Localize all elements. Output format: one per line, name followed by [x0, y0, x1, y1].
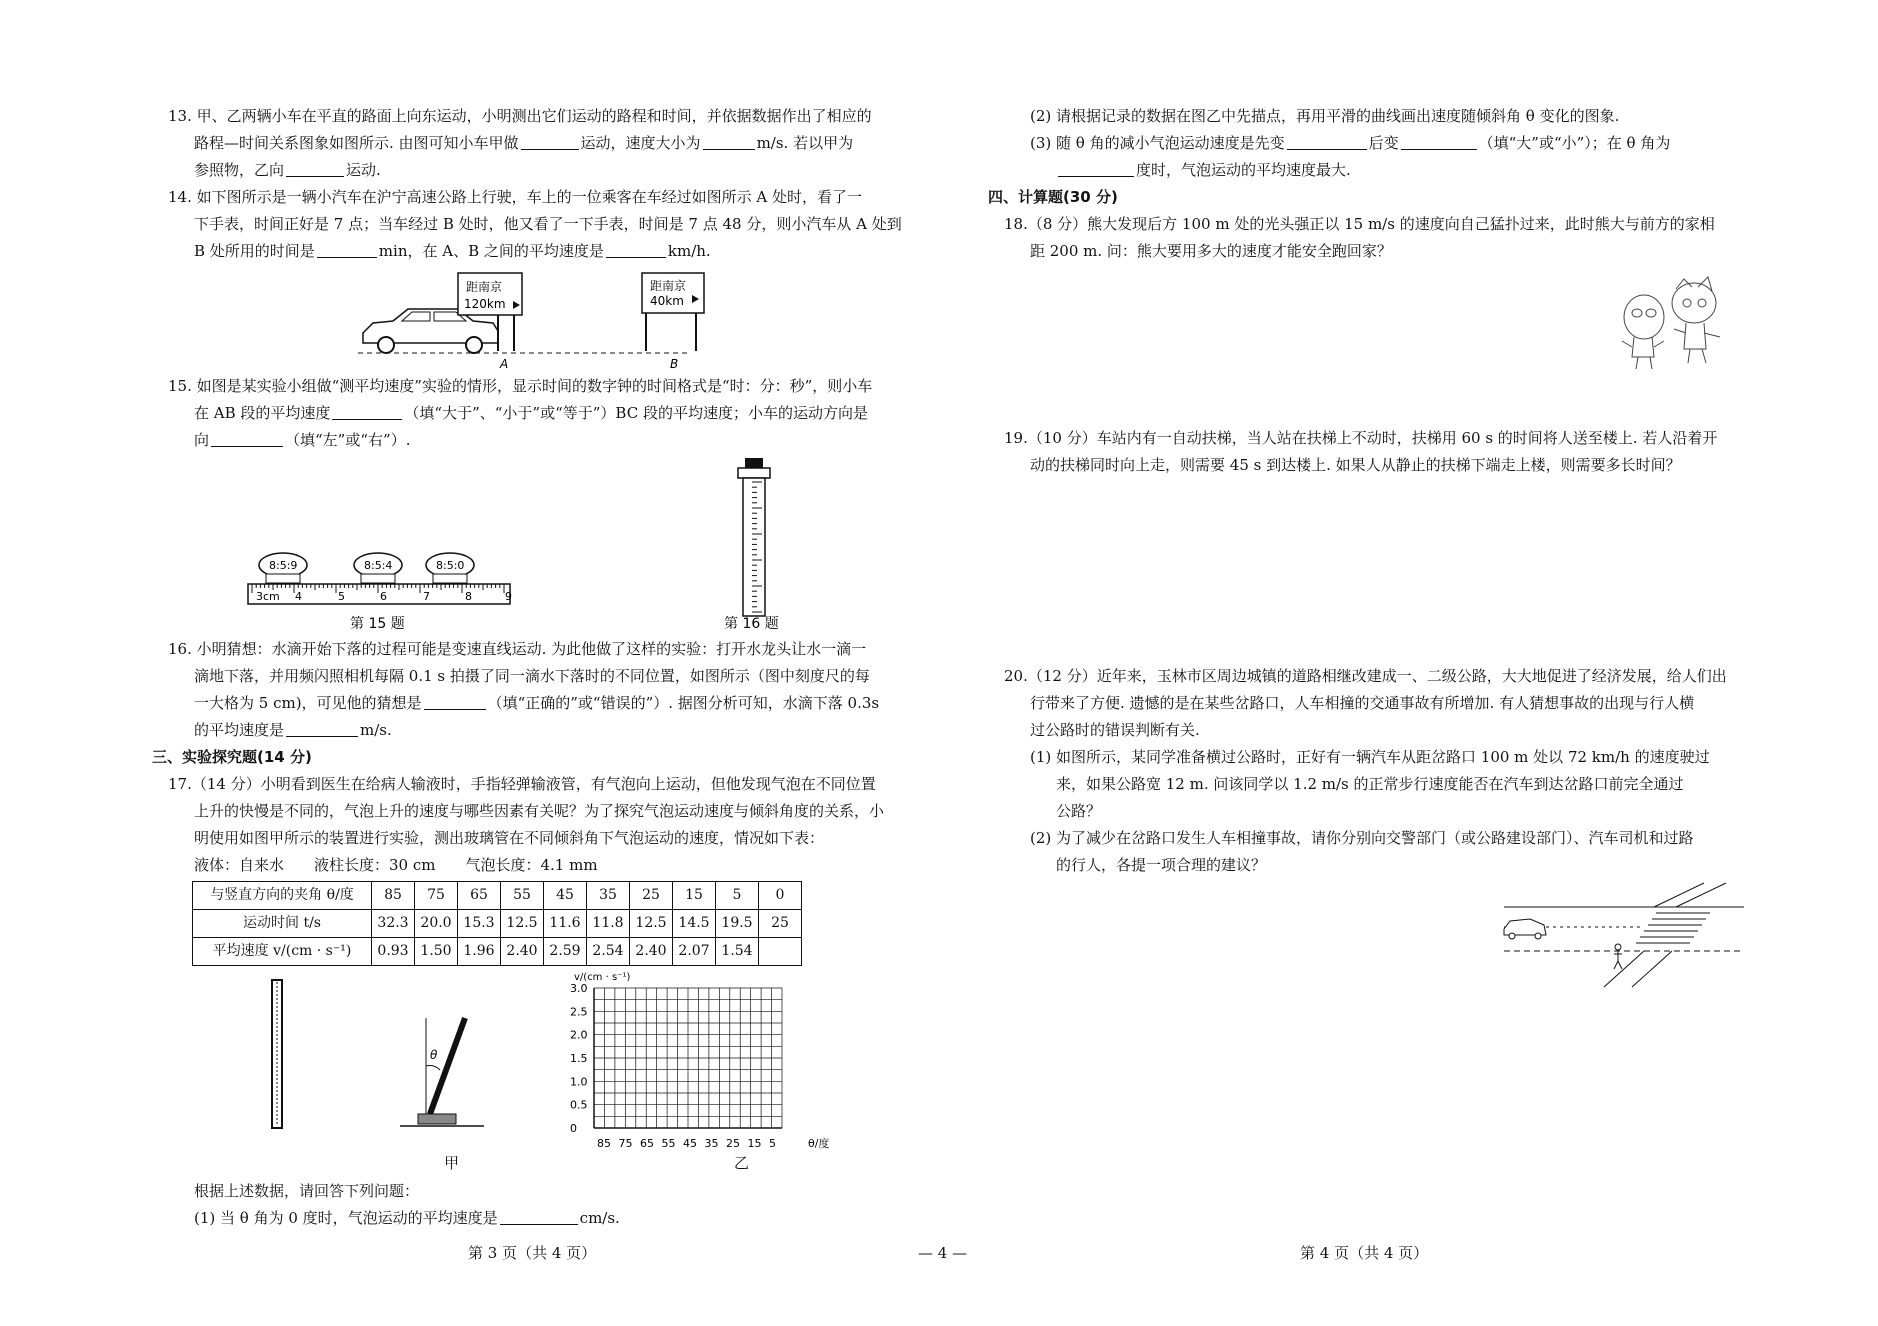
table-cell: 55: [501, 882, 544, 910]
q17-sub3: 后变: [1368, 134, 1399, 152]
q16-line2: 滴地下落，并用频闪照相机每隔 0.1 s 拍摄了同一滴水下落时的不同位置，如图所示（图中刻度尺的每: [194, 667, 870, 685]
table-cell: 19.5: [716, 910, 759, 938]
q13-line1: 13. 甲、乙两辆小车在平直的路面上向东运动，小明测出它们运动的路程和时间，并依据数据作出了相应的: [168, 107, 872, 125]
table-cell: 12.5: [501, 910, 544, 938]
answer-blank[interactable]: [211, 430, 283, 447]
table-cell: 35: [587, 882, 630, 910]
x-tick: 5: [769, 1137, 776, 1150]
table-cell: 11.8: [587, 910, 630, 938]
table-header: 运动时间 t/s: [193, 910, 372, 938]
answer-blank[interactable]: [286, 720, 358, 737]
label-b: B: [670, 357, 679, 371]
table-row: [193, 910, 802, 938]
answer-blank[interactable]: [500, 1208, 578, 1225]
q15-text: （填“左”或“右”）.: [285, 431, 411, 449]
y-tick: 2.0: [570, 1028, 588, 1042]
q16-line1: 16. 小明猜想：水滴开始下落的过程可能是变速直线运动. 为此他做了这样的实验：打开水龙头让水一滴一: [168, 640, 867, 658]
car-icon: [1504, 919, 1546, 939]
sign-b-text2: 40km: [650, 294, 684, 308]
ruler-label: 9: [505, 590, 512, 603]
table-cell: 15.3: [458, 910, 501, 938]
q17-conditions: 液体：自来水 液柱长度：30 cm 气泡长度：4.1 mm: [194, 856, 598, 874]
q17-sub1: cm/s.: [579, 1209, 620, 1227]
q20-sub2-line1: (2) 为了减少在岔路口发生人车相撞事故，请你分别向交警部门（或公路建设部门）、汽车司机和过路: [1030, 829, 1694, 847]
answer-blank[interactable]: [317, 241, 377, 258]
caption-jia: 甲: [444, 1154, 460, 1172]
clock-2-text: 8:5:4: [364, 559, 393, 572]
table-cell: 2.07: [673, 938, 716, 966]
q17-svg: [168, 966, 910, 1156]
sign-b-text1: 距南京: [650, 279, 687, 293]
q20-line2: 行带来了方便. 遗憾的是在某些岔路口，人车相撞的交通事故有所增加. 有人猜想事故的出现与行人横: [1030, 694, 1695, 712]
table-cell: 0.93: [372, 938, 415, 966]
table-cell: 85: [372, 882, 415, 910]
table-cell: 65: [458, 882, 501, 910]
faucet-icon: [738, 458, 770, 616]
sign-a-text2: 120km: [464, 297, 506, 311]
y-tick: 0: [570, 1122, 577, 1135]
q20-line1: 20.（12 分）近年来，玉林市区周边城镇的道路相继改建成一、二级公路，大大地促进了经济发展，给人们出: [1004, 667, 1727, 685]
tilted-tube-icon: [400, 1018, 484, 1126]
q13-text: 路程—时间关系图象如图所示. 由图可知小车甲做: [194, 134, 519, 152]
left-page: [152, 103, 910, 1232]
x-tick: 85: [597, 1137, 611, 1150]
answer-blank[interactable]: [286, 160, 344, 177]
answer-blank[interactable]: [703, 133, 755, 150]
q19-line2: 动的扶梯同时向上走，则需要 45 s 到达楼上. 如果人从静止的扶梯下端走上楼，则需要多长时间？: [1030, 456, 1681, 474]
q20-figure: [1004, 879, 1750, 989]
q15-q16-figure: [168, 454, 910, 636]
y-tick: 1.0: [570, 1075, 588, 1089]
table-row: [193, 882, 802, 910]
section-4-heading: 四、计算题(30 分): [988, 188, 1118, 206]
x-tick: 75: [618, 1137, 633, 1150]
q19-line1: 19.（10 分）车站内有一自动扶梯，当人站在扶梯上不动时，扶梯用 60 s 的时间将人送至楼上. 若人沿着开: [1004, 429, 1718, 447]
table-cell: 2.54: [587, 938, 630, 966]
q17-sub3: 度时，气泡运动的平均速度最大.: [1136, 161, 1351, 179]
q15-text: 向: [194, 431, 210, 449]
q15-text: 在 AB 段的平均速度: [194, 404, 331, 422]
table-cell: 75: [415, 882, 458, 910]
x-tick: 55: [661, 1137, 676, 1150]
table-cell: 32.3: [372, 910, 415, 938]
q17-line2: 上升的快慢是不同的，气泡上升的速度与哪些因素有关呢？为了探究气泡运动速度与倾斜角度的关系，小: [194, 802, 885, 820]
footer-page-4: 第 4 页（共 4 页）: [1300, 1244, 1429, 1262]
q16-text: 一大格为 5 cm)，可见他的猜想是: [194, 694, 422, 712]
answer-blank[interactable]: [606, 241, 666, 258]
q20-sub1-line1: (1) 如图所示，某同学准备横过公路时，正好有一辆汽车从距岔路口 100 m 处以 72 km/h 的速度驶过: [1030, 748, 1710, 766]
table-cell: 11.6: [544, 910, 587, 938]
answer-blank[interactable]: [1058, 160, 1134, 177]
table-cell: 45: [544, 882, 587, 910]
pedestrian-icon: [1614, 944, 1622, 969]
label-a: A: [500, 357, 509, 371]
answer-blank[interactable]: [521, 133, 579, 150]
ruler-label: 6: [380, 590, 387, 603]
table-cell: 12.5: [630, 910, 673, 938]
cartoon-characters-icon: [1622, 277, 1720, 369]
footer-center: — 4 —: [918, 1244, 968, 1262]
q18-line2: 距 200 m. 问：熊大要用多大的速度才能安全跑回家？: [1030, 242, 1392, 260]
velocity-grid: [594, 988, 782, 1128]
table-cell: 25: [630, 882, 673, 910]
q17-data-table: [192, 881, 802, 966]
q17-line1: 17.（14 分）小明看到医生在给病人输液时，手指轻弹输液管，有气泡向上运动，但他发现气泡在不同位置: [168, 775, 876, 793]
q17-sub3: (3) 随 θ 角的减小气泡运动速度是先变: [1030, 134, 1285, 152]
crossroad-svg: [1004, 879, 1750, 989]
q13-text: 参照物，乙向: [194, 161, 285, 179]
q14-text: B 处所用的时间是: [194, 242, 315, 260]
q13-text: m/s. 若以甲为: [756, 134, 854, 152]
q17-prompt: 根据上述数据，请回答下列问题：: [194, 1182, 420, 1200]
answer-blank[interactable]: [424, 693, 486, 710]
q20-sub2-line2: 的行人，各提一项合理的建议？: [1056, 856, 1267, 874]
ruler-label: 8: [465, 590, 472, 603]
highway-figure: [168, 265, 910, 373]
q20-sub1-line2: 来，如果公路宽 12 m. 问该同学以 1.2 m/s 的正常步行速度能否在汽车到达岔路口前完全通过: [1056, 775, 1684, 793]
x-tick: 45: [683, 1137, 697, 1150]
ramp-svg: [168, 454, 910, 636]
q18-figure: [1004, 265, 1750, 383]
y-tick: 3.0: [570, 982, 588, 995]
x-tick: 15: [747, 1137, 762, 1150]
q13-text: 运动，速度大小为: [580, 134, 701, 152]
q17-sub3: （填“大”或“小”）；在 θ 角为: [1478, 134, 1671, 152]
table-cell: 2.40: [630, 938, 673, 966]
answer-blank[interactable]: [1401, 133, 1477, 150]
q15-text: （填“大于”、“小于”或“等于”）BC 段的平均速度；小车的运动方向是: [404, 404, 868, 422]
q17-figures: [168, 966, 910, 1156]
q16-text: 的平均速度是: [194, 721, 285, 739]
q14-line2: 下手表，时间正好是 7 点；当车经过 B 处时，他又看了一下手表，时间是 7 点 48 分，则小汽车从 A 处到: [194, 215, 902, 233]
y-tick: 0.5: [570, 1098, 588, 1112]
x-tick: 25: [726, 1137, 740, 1150]
table-cell: 20.0: [415, 910, 458, 938]
q13-text: 运动.: [346, 161, 381, 179]
table-cell: 14.5: [673, 910, 716, 938]
bear-svg: [1004, 265, 1750, 383]
table-cell: 5: [716, 882, 759, 910]
table-header: 平均速度 v/(cm · s⁻¹): [193, 938, 372, 966]
caption-yi: 乙: [734, 1154, 750, 1172]
q14-line1: 14. 如下图所示是一辆小汽车在沪宁高速公路上行驶，车上的一位乘客在车经过如图所示 A 处时，看了一: [168, 188, 862, 206]
table-cell: 15: [673, 882, 716, 910]
y-tick: 1.5: [570, 1052, 588, 1065]
right-page: [988, 103, 1750, 989]
q16-text: m/s.: [360, 721, 392, 739]
q17-sub1: (1) 当 θ 角为 0 度时，气泡运动的平均速度是: [194, 1209, 498, 1227]
table-row: [193, 938, 802, 966]
theta-label: θ: [430, 1048, 438, 1062]
ruler-label: 5: [338, 590, 345, 603]
q20-line3: 过公路时的错误判断有关.: [1030, 721, 1200, 739]
x-tick: 65: [640, 1137, 654, 1150]
y-tick: 2.5: [570, 1005, 588, 1019]
ruler-label: 3cm: [256, 590, 280, 603]
q18-line1: 18.（8 分）熊大发现后方 100 m 处的光头强正以 15 m/s 的速度向自己猛扑过来，此时熊大与前方的家相: [1004, 215, 1715, 233]
graph-xlabel: θ/度: [808, 1137, 830, 1150]
glass-tube-icon: [272, 980, 282, 1128]
table-cell: 2.40: [501, 938, 544, 966]
caption-16: 第 16 题: [724, 616, 779, 632]
sign-a-text1: 距南京: [466, 280, 503, 294]
q20-sub1-line3: 公路？: [1056, 802, 1102, 820]
caption-15: 第 15 题: [350, 616, 405, 632]
table-cell: 25: [759, 910, 802, 938]
x-tick: 35: [704, 1137, 719, 1150]
q16-text: （填“正确的”或“错误的”）. 据图分析可知，水滴下落 0.3s: [487, 694, 880, 712]
table-cell: [759, 938, 802, 966]
section-3-heading: 三、实验探究题(14 分): [152, 748, 312, 766]
table-cell: 1.50: [415, 938, 458, 966]
table-cell: 1.96: [458, 938, 501, 966]
table-header: 与竖直方向的夹角 θ/度: [193, 882, 372, 910]
q17-sub2: (2) 请根据记录的数据在图乙中先描点，再用平滑的曲线画出速度随倾斜角 θ 变化的图象.: [1030, 107, 1620, 125]
ruler-label: 7: [423, 590, 430, 603]
answer-blank[interactable]: [332, 403, 402, 420]
clock-1-text: 8:5:9: [269, 559, 298, 572]
q17-line3: 明使用如图甲所示的装置进行实验，测出玻璃管在不同倾斜角下气泡运动的速度，情况如下表：: [194, 829, 825, 847]
clock-3-text: 8:5:0: [436, 559, 465, 572]
answer-blank[interactable]: [1287, 133, 1367, 150]
q14-text: min，在 A、B 之间的平均速度是: [378, 242, 604, 260]
q15-line1: 15. 如图是某实验小组做“测平均速度”实验的情形，显示时间的数字钟的时间格式是“时：分：秒”，则小车: [168, 377, 873, 395]
table-cell: 1.54: [716, 938, 759, 966]
footer-page-3: 第 3 页（共 4 页）: [468, 1244, 597, 1262]
ruler-label: 4: [295, 590, 302, 603]
table-cell: 0: [759, 882, 802, 910]
q14-text: km/h.: [667, 242, 711, 260]
highway-svg: [168, 265, 910, 373]
graph-ylabel: v/(cm · s⁻¹): [574, 972, 631, 983]
table-cell: 2.59: [544, 938, 587, 966]
